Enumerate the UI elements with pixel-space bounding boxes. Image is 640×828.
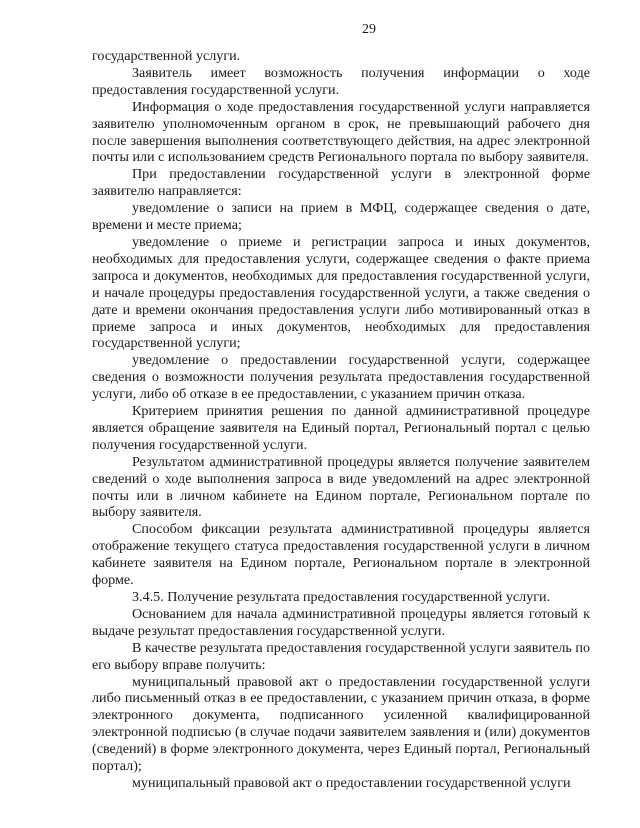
paragraph-14: муниципальный правовой акт о предоставлении государственной услуги либо письменный отказ в ее предоставлении, с указанием причин отказа, в форме электронного документа, подписанного усиленной квалифицированной электронной подписью (в случае подачи заявителем заявления и (или) документов (сведений) в форме электронного документа, через Единый портал, Региональный портал); xyxy=(92,673,590,775)
paragraph-15: муниципальный правовой акт о предоставлении государственной услуги xyxy=(132,774,571,791)
paragraph-8: Критерием принятия решения по данной административной процедуре является обращение заявителя на Единый портал, Региональный портал с целью получения государственной услуги. xyxy=(92,403,590,453)
paragraph-4: При предоставлении государственной услуги в электронной форме заявителю направляется: xyxy=(92,166,590,200)
paragraph-12: Основанием для начала административной процедуры является готовый к выдаче результат предоставления государственной услуги. xyxy=(92,605,590,639)
paragraph-13: В качестве результата предоставления государственной услуги заявитель по его выбору вправе получить: xyxy=(92,639,590,673)
paragraph-2: Заявитель имеет возможность получения информации о ходе предоставления государственной услуги. xyxy=(92,64,590,98)
paragraph-6: уведомление о приеме и регистрации запроса и иных документов, необходимых для предоставления услуги, содержащее сведения о факте приема запроса и документов, необходимых для предоставления государственной услуги, и начале процедуры предоставления государственной услуги, а также сведения о дате и времени окончания предоставления услуги либо мотивированный отказ в приеме запроса и иных документов, необходимых для предоставления государственной услуги; xyxy=(92,233,590,352)
paragraph-3: Информация о ходе предоставления государственной услуги направляется заявителю уполномоченным органом в срок, не превышающий рабочего дня после завершения выполнения соответствующего действия, на адрес электронной почты или с использованием средств Регионального портала по выбору заявителя. xyxy=(92,98,590,166)
paragraph-10: Способом фиксации результата административной процедуры является отображение текущего статуса предоставления государственной услуги в личном кабинете заявителя на Едином портале, Региональном портале в электронной форме. xyxy=(92,521,590,589)
paragraph-5: уведомление о записи на прием в МФЦ, содержащее сведения о дате, времени и месте приема; xyxy=(92,200,590,234)
paragraph-7: уведомление о предоставлении государственной услуги, содержащее сведения о возможности получения результата предоставления государственной услуги, либо об отказе в ее предоставлении, с указанием причин отказа. xyxy=(92,352,590,403)
document-body xyxy=(92,48,590,792)
paragraph-9: Результатом административной процедуры является получение заявителем сведений о ходе выполнения запроса в виде уведомлений на адрес электронной почты или в личном кабинете на Едином портале, Региональном портале по выбору заявителя. xyxy=(92,453,590,521)
paragraph-11: 3.4.5. Получение результата предоставления государственной услуги. xyxy=(132,589,551,605)
paragraph-1: государственной услуги. xyxy=(92,48,241,64)
page-number: 29 xyxy=(362,22,376,37)
